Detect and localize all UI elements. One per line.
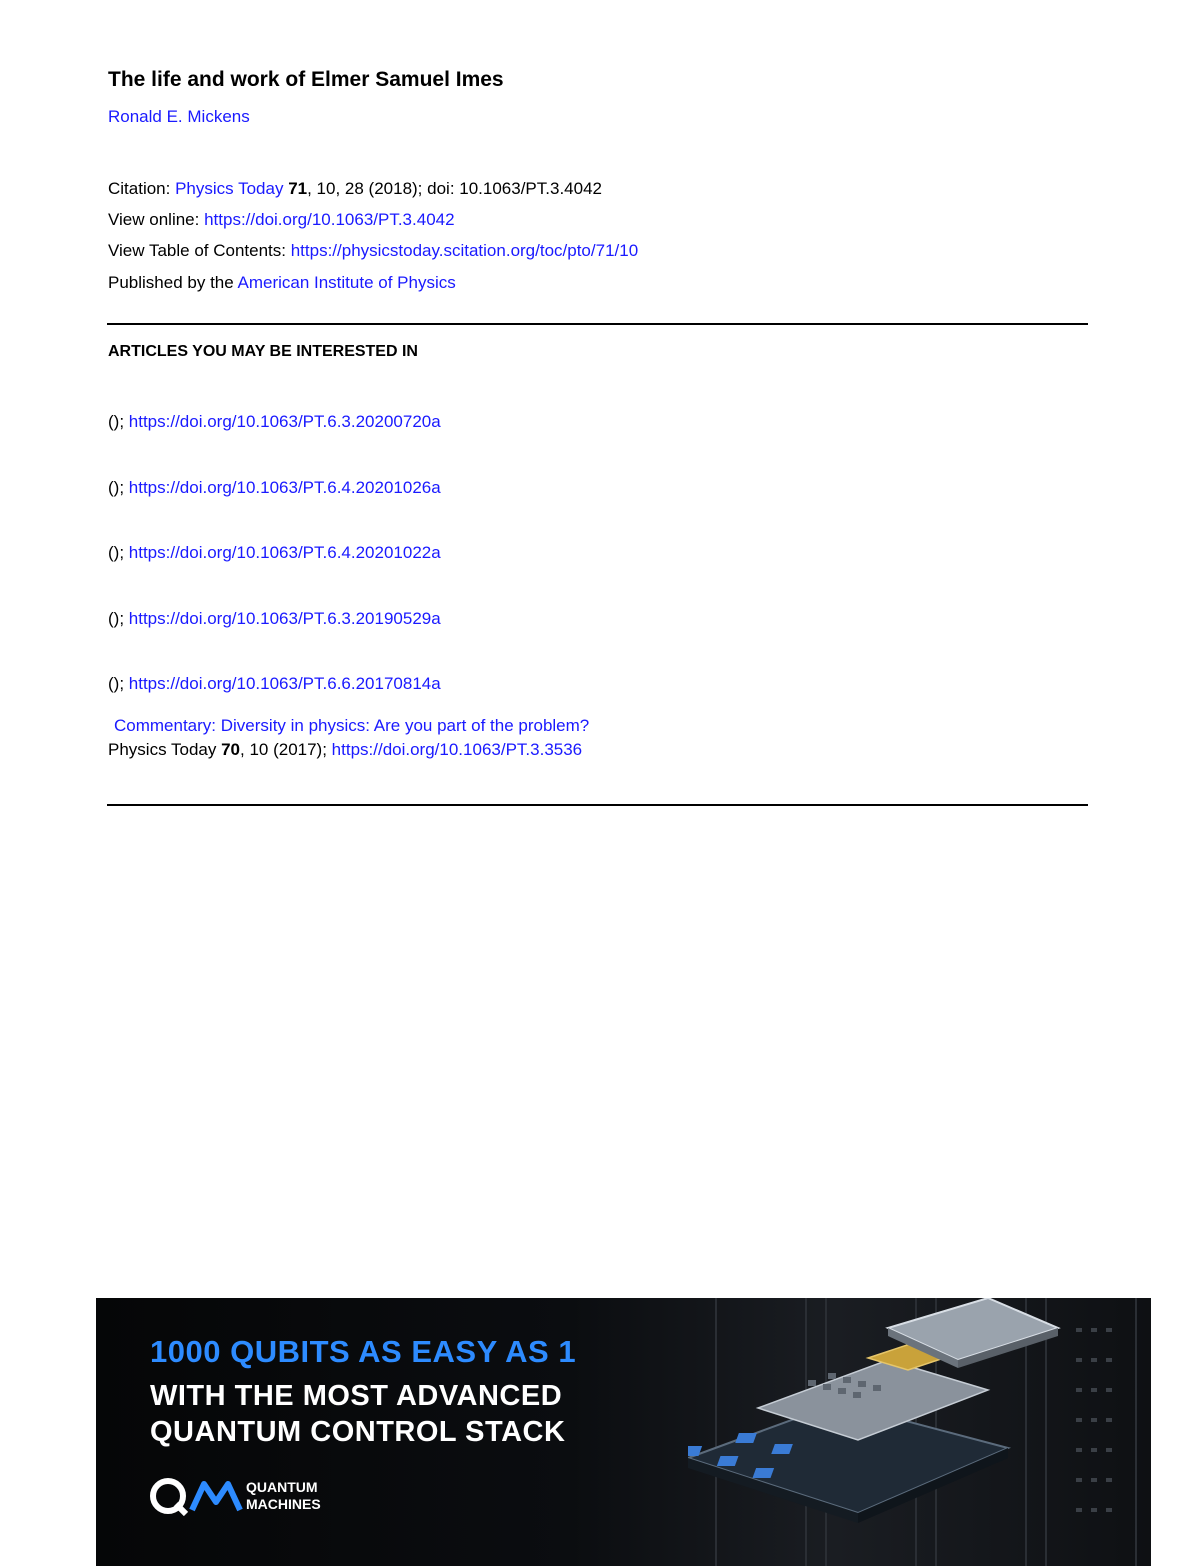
ad-brand-name bbox=[246, 1479, 321, 1513]
related-heading: ARTICLES YOU MAY BE INTERESTED IN bbox=[108, 343, 418, 360]
related-item-link[interactable]: https://doi.org/10.1063/PT.6.4.20201022a bbox=[128, 543, 441, 562]
publisher-line bbox=[108, 273, 456, 293]
advertisement-banner[interactable] bbox=[96, 1298, 1151, 1566]
citation-label: Citation: bbox=[108, 179, 176, 198]
toc-label: View Table of Contents: bbox=[108, 241, 291, 260]
publisher-link[interactable]: American Institute of Physics bbox=[237, 273, 456, 292]
related-item-prefix: (); bbox=[108, 543, 129, 562]
view-online-line bbox=[108, 210, 455, 230]
related-item bbox=[108, 543, 441, 563]
ad-subline-2: QUANTUM CONTROL STACK bbox=[150, 1416, 566, 1448]
toc-link[interactable]: https://physicstoday.scitation.org/toc/pto/71/10 bbox=[290, 241, 639, 260]
ad-subline-1: WITH THE MOST ADVANCED bbox=[150, 1380, 563, 1412]
quantum-machines-logo-icon bbox=[148, 1476, 244, 1516]
journal-link[interactable]: Physics Today bbox=[175, 179, 284, 198]
citation-line bbox=[108, 179, 602, 199]
related-item-prefix: (); bbox=[108, 609, 129, 628]
divider-top bbox=[107, 323, 1088, 325]
related-item-prefix: (); bbox=[108, 674, 129, 693]
related-item-link[interactable]: https://doi.org/10.1063/PT.6.3.20200720a bbox=[128, 412, 441, 431]
view-online-label: View online: bbox=[108, 210, 205, 229]
commentary-volume: 70 bbox=[221, 740, 240, 759]
commentary-doi-link[interactable]: https://doi.org/10.1063/PT.3.3536 bbox=[331, 740, 583, 759]
ad-brand-line-1: QUANTUM bbox=[246, 1479, 318, 1495]
related-item-link[interactable]: https://doi.org/10.1063/PT.6.6.20170814a bbox=[128, 674, 441, 693]
commentary-details: , 10 (2017); bbox=[240, 740, 332, 759]
control-stack-illustration bbox=[688, 1298, 1088, 1558]
related-item bbox=[108, 609, 441, 629]
related-item bbox=[108, 674, 441, 694]
commentary-citation bbox=[108, 740, 582, 760]
ad-brand-line-2: MACHINES bbox=[246, 1496, 321, 1512]
publisher-label: Published by the bbox=[108, 273, 238, 292]
related-item-link[interactable]: https://doi.org/10.1063/PT.6.4.20201026a bbox=[128, 478, 441, 497]
divider-bottom bbox=[107, 804, 1088, 806]
view-online-link[interactable]: https://doi.org/10.1063/PT.3.4042 bbox=[204, 210, 455, 229]
citation-volume: 71 bbox=[288, 179, 308, 198]
related-item bbox=[108, 478, 441, 498]
related-item-prefix: (); bbox=[108, 412, 129, 431]
ad-headline: 1000 QUBITS AS EASY AS 1 bbox=[150, 1334, 577, 1369]
citation-details: , 10, 28 (2018); doi: 10.1063/PT.3.4042 bbox=[307, 179, 602, 198]
related-item-link[interactable]: https://doi.org/10.1063/PT.6.3.20190529a bbox=[128, 609, 441, 628]
toc-line bbox=[108, 241, 638, 261]
commentary-journal: Physics Today bbox=[108, 740, 222, 759]
related-item-prefix: (); bbox=[108, 478, 129, 497]
article-title: The life and work of Elmer Samuel Imes bbox=[108, 68, 504, 91]
related-item bbox=[108, 412, 441, 432]
commentary-title-link[interactable]: Commentary: Diversity in physics: Are you part of the problem? bbox=[114, 716, 590, 735]
author-link[interactable]: Ronald E. Mickens bbox=[108, 107, 250, 126]
